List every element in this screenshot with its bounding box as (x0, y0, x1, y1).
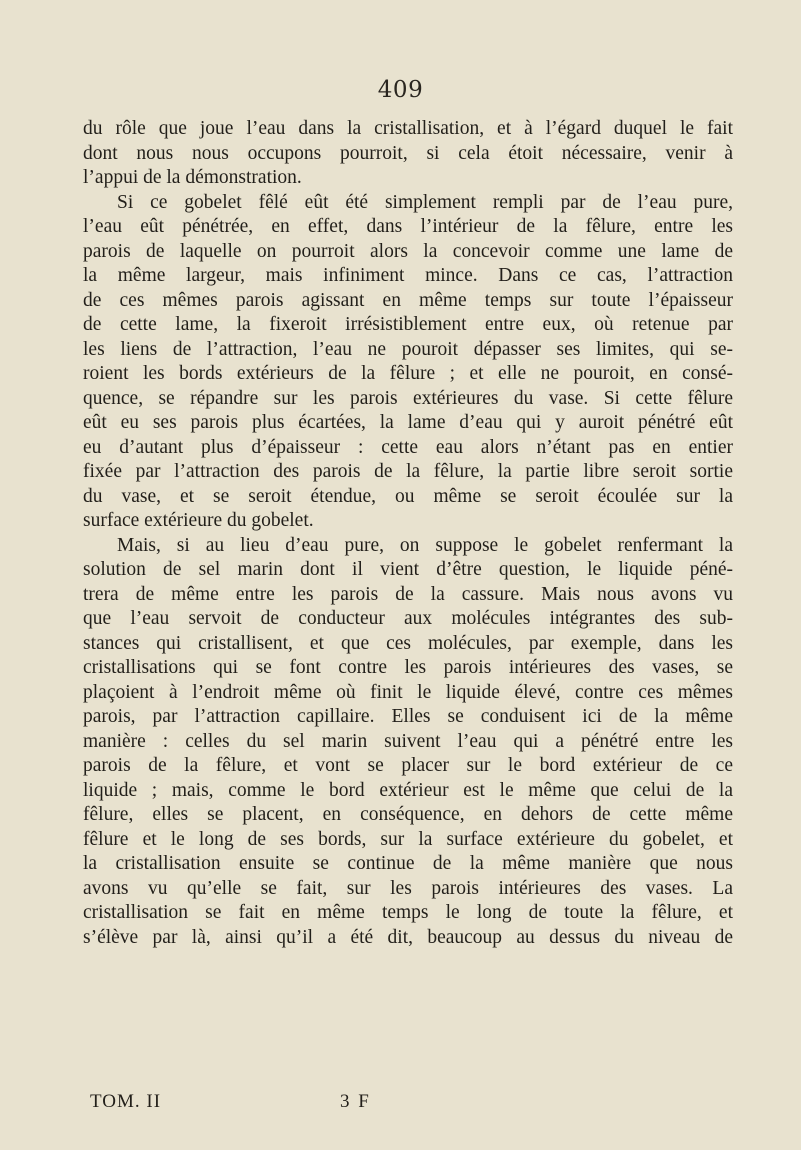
text-line: cristallisation se fait en même temps le long de toute la fêlure, et (83, 902, 733, 923)
text-line: trera de même entre les parois de la cassure. Mais nous avons vu (83, 583, 733, 605)
text-line: manière : celles du sel marin suivent l’eau qui a pénétré entre les (83, 730, 733, 752)
volume-label: TOM. II (90, 1091, 162, 1112)
text-line: plaçoient à l’endroit même où finit le liquide élevé, contre ces mêmes (83, 681, 733, 703)
text-line: solution de sel marin dont il vient d’être question, le liquide péné- (83, 559, 733, 580)
text-line: parois, par l’attraction capillaire. Elles se conduisent ici de la même (83, 706, 733, 727)
text-line: Si ce gobelet fêlé eût été simplement rempli par de l’eau pure, (117, 191, 733, 213)
text-line: fêlure, elles se placent, en conséquence, en dehors de cette même (83, 804, 733, 825)
page-number: 409 (377, 77, 424, 103)
text-line: la même largeur, mais infiniment mince. Dans ce cas, l’attraction (83, 265, 733, 286)
text-line: du rôle que joue l’eau dans la cristallisation, et à l’égard duquel le fait (83, 118, 733, 139)
text-line: surface extérieure du gobelet. (83, 510, 314, 531)
text-line: dont nous nous occupons pourroit, si cela étoit nécessaire, venir à (83, 142, 733, 164)
body-text (83, 117, 733, 950)
text-line: Mais, si au lieu d’eau pure, on suppose le gobelet renfermant la (117, 534, 733, 556)
text-line: parois de la fêlure, et vont se placer sur le bord extérieur de ce (83, 755, 733, 776)
text-line: eût eu ses parois plus écartées, la lame d’eau qui y auroit pénétré eût (83, 412, 733, 433)
page-footer (90, 1091, 690, 1117)
text-line: l’appui de la démonstration. (83, 167, 302, 188)
signature-mark: 3 F (340, 1091, 371, 1112)
text-line: fêlure et le long de ses bords, sur la surface extérieure du gobelet, et (83, 828, 733, 850)
text-line: fixée par l’attraction des parois de la fêlure, la partie libre seroit sortie (83, 461, 733, 482)
text-line: du vase, et se seroit étendue, ou même se seroit écoulée sur la (83, 485, 733, 507)
text-line: eu d’autant plus d’épaisseur : cette eau alors n’étant pas en entier (83, 436, 733, 458)
text-line: roient les bords extérieurs de la fêlure ; et elle ne pouroit, en consé- (83, 363, 733, 384)
text-line: stances qui cristallisent, et que ces molécules, par exemple, dans les (83, 632, 733, 654)
text-line: la cristallisation ensuite se continue de la même manière que nous (83, 853, 733, 874)
text-line: de ces mêmes parois agissant en même temps sur toute l’épaisseur (83, 289, 733, 311)
text-line: les liens de l’attraction, l’eau ne pouroit dépasser ses limites, qui se- (83, 338, 733, 360)
text-line: avons vu qu’elle se fait, sur les parois intérieures des vases. La (83, 877, 733, 899)
text-line: parois de laquelle on pourroit alors la concevoir comme une lame de (83, 240, 733, 262)
text-line: cristallisations qui se font contre les parois intérieures des vases, se (83, 657, 733, 678)
text-line: quence, se répandre sur les parois extérieures du vase. Si cette fêlure (83, 387, 733, 409)
text-line: que l’eau servoit de conducteur aux molécules intégrantes des sub- (83, 608, 733, 629)
text-line: s’élève par là, ainsi qu’il a été dit, beaucoup au dessus du niveau de (83, 926, 733, 948)
text-line: l’eau eût pénétrée, en effet, dans l’intérieur de la fêlure, entre les (83, 216, 733, 237)
text-line: de cette lame, la fixeroit irrésistiblement entre eux, où retenue par (83, 314, 733, 335)
text-line: liquide ; mais, comme le bord extérieur est le même que celui de la (83, 779, 733, 801)
